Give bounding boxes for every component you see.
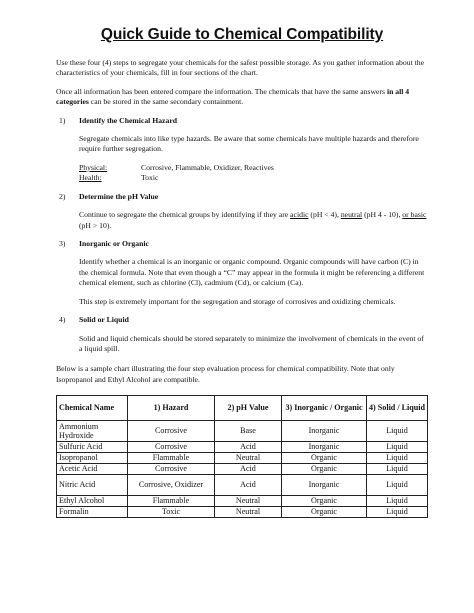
step-3-body: Identify whether a chemical is an inorganic or organic compound. Organic compounds will have carbon (C) in the chemical formula. Note that even though a “C” may appear in the formula it might be referencing a different chemical element, such as chlorine (Cl), cadmium (Cd), or calcium (Ca).: [79, 257, 425, 288]
column-header: 4) Solid / Liquid: [367, 396, 428, 421]
step-1-content: [79, 134, 428, 183]
table-cell: Acetic Acid: [57, 464, 128, 475]
table-cell: Isopropanol: [57, 453, 128, 464]
definition-row-physical: [79, 163, 428, 173]
acidic-term: acidic: [290, 210, 309, 220]
step-2-content: [79, 210, 428, 231]
table-row: [57, 421, 428, 442]
intro-text: Once all information has been entered compare the information. The chemicals that have the same answers: [56, 86, 387, 96]
table-cell: Organic: [282, 496, 367, 507]
step-title: Inorganic or Organic: [79, 239, 149, 249]
intro-paragraph-2: [56, 87, 428, 108]
table-cell: Inorganic: [282, 421, 367, 442]
step-number: 3): [59, 239, 66, 249]
table-cell: Acid: [215, 464, 282, 475]
step-3-body-2: This step is extremely important for the segregation and storage of corrosives and oxidizing chemicals.: [79, 296, 396, 306]
table-cell: Liquid: [367, 475, 428, 496]
step-3-heading: [56, 239, 428, 249]
table-cell: Corrosive: [128, 464, 215, 475]
definition-value: Toxic: [141, 172, 159, 182]
table-cell: Neutral: [215, 453, 282, 464]
definition-term: Physical:: [79, 162, 108, 172]
step-title: Solid or Liquid: [79, 315, 129, 325]
table-cell: Liquid: [367, 442, 428, 453]
table-cell: Ammonium Hydroxide: [57, 421, 128, 442]
table-cell: Liquid: [367, 496, 428, 507]
basic-range: (pH > 10).: [79, 220, 112, 230]
table-cell: Organic: [282, 464, 367, 475]
step-4-content: [79, 334, 428, 355]
step-2-text: Continue to segregate the chemical groups by identifying if they are: [79, 210, 291, 220]
table-row: [57, 496, 428, 507]
table-cell: Inorganic: [282, 442, 367, 453]
table-cell: Inorganic: [282, 475, 367, 496]
step-number: 2): [59, 191, 66, 201]
intro-emphasis: in all 4 categories: [56, 86, 410, 107]
compatibility-table: [56, 395, 428, 518]
table-cell: Nitric Acid: [57, 475, 128, 496]
step-4-body: Solid and liquid chemicals should be stored separately to minimize the involvement of chemicals in the event of a liquid spill.: [79, 333, 424, 353]
table-cell: Organic: [282, 453, 367, 464]
column-header: Chemical Name: [57, 396, 128, 421]
table-cell: Liquid: [367, 421, 428, 442]
definition-value: Corrosive, Flammable, Oxidizer, Reactives: [141, 162, 274, 172]
table-cell: Sulfuric Acid: [57, 442, 128, 453]
table-cell: Liquid: [367, 507, 428, 518]
acidic-range: (pH < 4),: [308, 210, 341, 220]
table-row: [57, 453, 428, 464]
page-title: Quick Guide to Chemical Compatibility: [100, 26, 384, 43]
step-4-heading: [56, 315, 428, 325]
column-header: 1) Hazard: [128, 396, 215, 421]
step-number: 4): [59, 315, 66, 325]
step-title: Determine the pH Value: [79, 191, 159, 201]
table-cell: Neutral: [215, 496, 282, 507]
step-2-body: [79, 210, 428, 231]
table-row: [57, 507, 428, 518]
neutral-term: neutral: [340, 210, 363, 220]
table-cell: Acid: [215, 442, 282, 453]
column-header: 2) pH Value: [215, 396, 282, 421]
table-cell: Corrosive: [128, 442, 215, 453]
table-cell: Base: [215, 421, 282, 442]
step-1-body: Segregate chemicals into like type hazards. Be aware that some chemicals have multiple hazards and therefore require further segregation.: [79, 134, 419, 154]
table-row: [57, 442, 428, 453]
chart-intro: Below is a sample chart illustrating the four step evaluation process for chemical compatibility. Note that only Isopropanol and Ethyl Alcohol are compatible.: [56, 364, 395, 384]
table-cell: Flammable: [128, 453, 215, 464]
table-cell: Liquid: [367, 453, 428, 464]
step-title: Identify the Chemical Hazard: [79, 115, 178, 125]
table-cell: Corrosive: [128, 421, 215, 442]
step-2-heading: [56, 192, 428, 202]
table-cell: Neutral: [215, 507, 282, 518]
basic-term: or basic: [402, 210, 427, 220]
step-number: 1): [59, 115, 66, 125]
table-cell: Formalin: [57, 507, 128, 518]
intro-paragraph-1: Use these four (4) steps to segregate your chemicals for the safest possible storage. As you gather information about the characteristics of your chemicals, fill in four sections of the chart.: [56, 58, 425, 78]
table-row: [57, 464, 428, 475]
definition-term: Health:: [79, 172, 102, 182]
table-cell: Organic: [282, 507, 367, 518]
table-cell: Ethyl Alcohol: [57, 496, 128, 507]
definition-row-health: [79, 173, 428, 183]
step-1-heading: [56, 116, 428, 126]
table-cell: Corrosive, Oxidizer: [128, 475, 215, 496]
table-cell: Acid: [215, 475, 282, 496]
table-cell: Toxic: [128, 507, 215, 518]
intro-text-end: can be stored in the same secondary containment.: [88, 97, 244, 107]
document-page: [56, 26, 428, 518]
column-header: 3) Inorganic / Organic: [282, 396, 367, 421]
table-cell: Flammable: [128, 496, 215, 507]
table-row: [57, 475, 428, 496]
table-header-row: [57, 396, 428, 421]
neutral-range: (pH 4 - 10),: [362, 210, 403, 220]
step-3-content: [79, 257, 428, 307]
table-cell: Liquid: [367, 464, 428, 475]
